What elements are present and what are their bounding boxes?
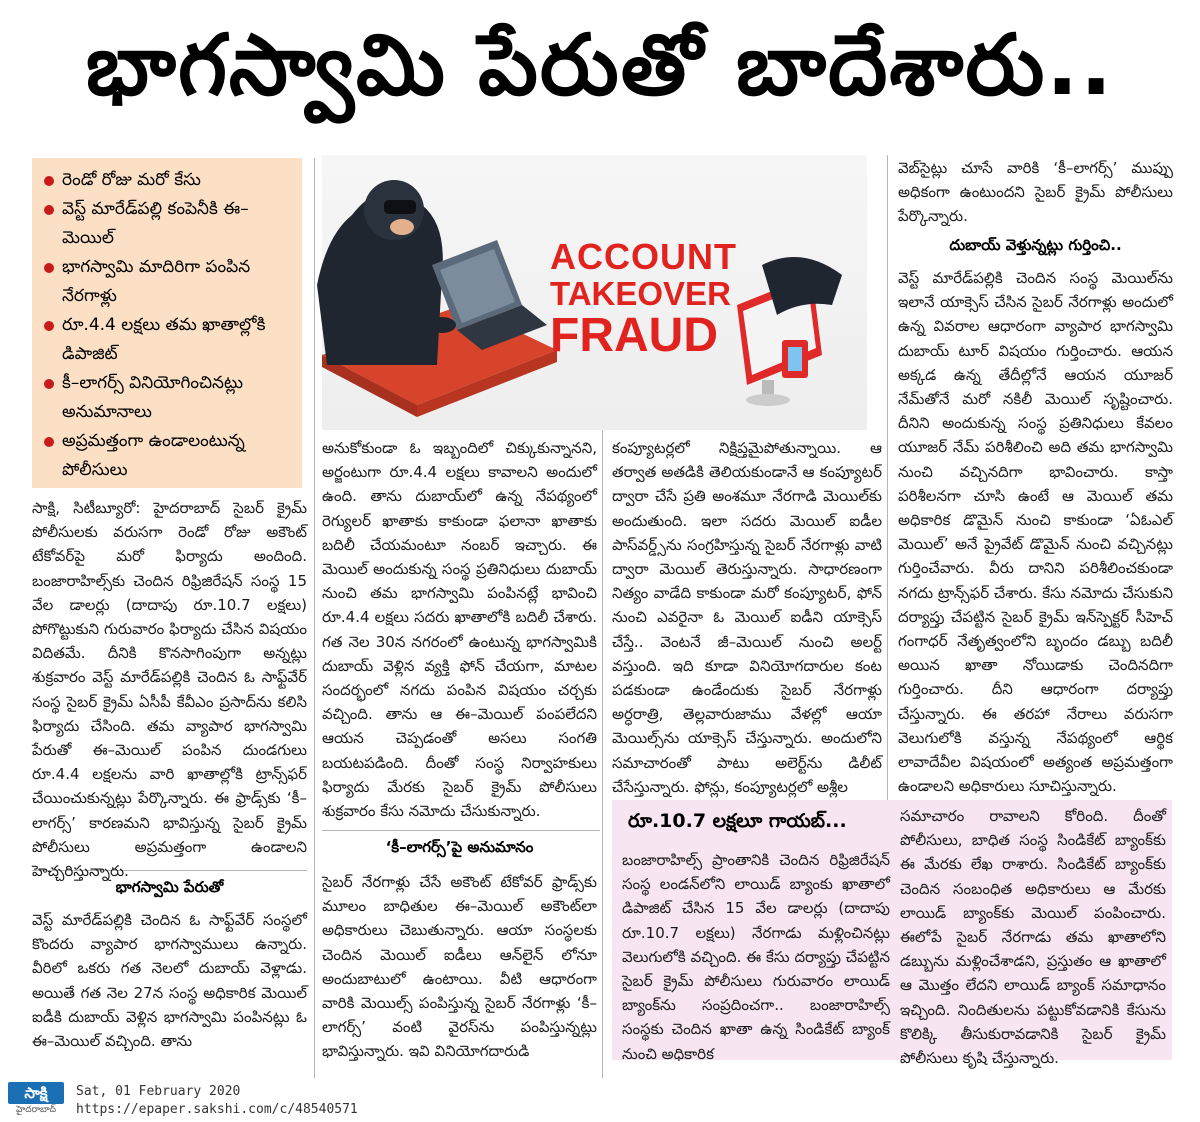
sidebar-story-title: రూ.10.7 లక్షలూ గాయబ్...	[628, 810, 847, 832]
bullet-icon	[44, 176, 54, 186]
section-rule	[322, 830, 600, 831]
bullet-icon	[44, 205, 54, 215]
subheading: భాగస్వామి పేరుతో	[115, 878, 224, 896]
bullet-icon	[44, 437, 54, 447]
paragraph: బంజారాహిల్స్ ప్రాంతానికి చెందిన రిఫ్రిజిరేషన్ సంస్థ లండన్‌లోని లాయిడ్ బ్యాంకు ఖాతాలో డిపాజిట్ చేసిన 15 వేల డాలర్లు (దాదాపు రూ.10.7 లక్షలు) నేరగాడు మళ్లించినట్లు వెలుగులోకి వచ్చింది. ఈ కేసు దర్యాప్తు చేపట్టిన సైబర్ క్రైమ్ పోలీసులు గురువారం లాయిడ్ బ్యాంక్‌ను సంప్రదించగా.. బంజారాహిల్స్ సంస్థకు చెందిన ఖాతా ఉన్న సిండికేట్ బ్యాంక్ నుంచి అధికారిక	[622, 851, 890, 1063]
bullet-icon	[44, 379, 54, 389]
fraud-caption: ACCOUNT TAKEOVER FRAUD	[550, 236, 737, 362]
highlight-item: కీ–లాగర్స్ వినియోగించినట్లు అనుమానాలు	[44, 369, 292, 427]
paragraph: వెస్ట్ మారేడ్‌పల్లికి చెందిన ఓ సాఫ్ట్‌వేర్ సంస్థలో కొందరు వ్యాపార భాగస్వాములు ఉన్నారు. వీరిలో ఒకరు గత నెలలో దుబాయ్ వెళ్లాడు. అయితే గత నెల 27న సంస్థ అధికారిక మెయిల్ ఐడీకి దుబాయ్ వెళ్లిన భాగస్వామి పంపినట్లు ఓ ఈ–మెయిల్ వచ్చింది. తాను	[32, 911, 307, 1051]
article-column-4	[898, 156, 1173, 232]
paragraph: సమాచారం రావాలని కోరింది. దీంతో పోలీసులు, బాధిత సంస్థ సిండికేట్ బ్యాంక్‌కు ఈ మేరకు లేఖ రాశారు. సిండికేట్ బ్యాంక్‌కు చెందిన సంబంధిత అధికారులు ఆ మేరకు లాయిడ్ బ్యాంక్‌కు మెయిల్ పంపించారు. ఈలోపే సైబర్ నేరగాడు తమ ఖాతాలోని డబ్బును మళ్లించేశాడని, ప్రస్తుతం ఆ ఖాతాలో ఆ మొత్తం లేదని లాయిడ్ బ్యాంక్ సమాధానం ఇచ్చింది. నిందితులను పట్టుకోవడానికి కేసును కొలిక్కి తీసుకురావడానికి సైబర్ క్రైమ్ పోలీసులు కృషి చేస్తున్నారు.	[900, 807, 1166, 1068]
paragraph: వెస్ట్ మారేడ్‌పల్లికి చెందిన సంస్థ మెయిల్‌ను ఇలానే యాక్సెస్ చేసిన సైబర్ నేరగాళ్లు అందులో ఉన్న వివరాల ఆధారంగా వ్యాపార భాగస్వామి దుబాయ్ టూర్ విషయం గుర్తించారు. ఆయన అక్కడ ఉన్న తేదీల్లోనే ఆయన యూజర్ నేమ్‌తోనే మరో నకిలీ మెయిల్ సృష్టించారు. దీనిని అందుకున్న సంస్థ ప్రతినిధులు కేవలం యూజర్ నేమ్ పరిశీలించి అది తమ భాగస్వామి నుంచి వచ్చినదిగా భావించారు. కాస్తా పరిశీలనగా చూసి ఉంటే ఆ మెయిల్ తమ అధికారిక డొమైన్ నుంచి కాకుండా ‘ఏఓఎల్ మెయిల్’ అనే ప్రైవేట్ డొమైన్ నుంచి వచ్చినట్లు గుర్తించేవారు. వీరు దానిని పరిశీలించకుండా నగదు ట్రాన్స్‌ఫర్ చేశారు. కేసు నమోదు చేసుకుని దర్యాప్తు చేపట్టిన సైబర్ క్రైమ్ ఇన్‌స్పెక్టర్ సీహెచ్ గంగాధర్ నేతృత్వంలోని బృందం డబ్బు బదిలీ అయిన ఖాతా నోయిడాకు చెందినదిగా గుర్తించారు. దీని ఆధారంగా దర్యాప్తు చేస్తున్నారు. ఈ తరహా నేరాలు వరుసగా వెలుగులోకి వస్తున్న నేపథ్యంలో ఆర్థిక లావాదేవీల విషయంలో అత్యంత అప్రమత్తంగా ఉండాలని అధికారులు సూచిస్తున్నారు.	[898, 269, 1173, 796]
column-rule	[314, 158, 315, 1078]
column-rule	[602, 430, 603, 1078]
paragraph: సైబర్ నేరగాళ్లు చేసే అకౌంట్ టేకోవర్ ఫ్రాడ్స్‌కు మూలం బాధితుల ఈ–మెయిల్ అకౌంట్‌లా అధికారులు చెబుతున్నారు. ఆయా సంస్థలకు చెందిన మెయిల్ ఐడీలు ఆన్‌లైన్ లోనూ అందుబాటులో ఉంటాయి. వీటి ఆధారంగా వారికి మెయిల్స్ పంపిస్తున్న సైబర్ నేరగాళ్లు ‘కీ–లాగర్స్’ వంటి వైరస్‌ను పంపిస్తున్నట్లు భావిస్తున్నారు. ఇవి వినియోగదారుడి	[322, 873, 597, 1061]
footer-url[interactable]: https://epaper.sakshi.com/c/48540571	[76, 1102, 358, 1117]
headline: భాగస్వామి పేరుతో బాదేశారు..	[85, 15, 1115, 114]
sidebar-story-column-1	[622, 848, 890, 1063]
article-column-1	[32, 496, 307, 881]
paragraph: కంప్యూటర్లలో నిక్షిప్తమైపోతున్నాయి. ఆ తర్వాత అతడికి తెలియకుండానే ఆ కంప్యూటర్ ద్వారా చేసే ప్రతి అంశమూ నేరగాడి మెయిల్‌కు అందుతుంది. ఇలా సదరు మెయిల్ ఐడీల పాస్‌వర్డ్స్‌ను సంగ్రహిస్తున్న సైబర్ నేరగాళ్లు వాటి ద్వారా మెయిల్ తెరుస్తున్నారు. సాధారణంగా నిత్యం వాడేది కాకుండా మరో కంప్యూటర్, ఫోన్ నుంచి ఎవరైనా ఓ మెయిల్ ఐడీని యాక్సెస్ చేస్తే.. వెంటనే జీ–మెయిల్ నుంచి అలర్ట్ వస్తుంది. ఇది కూడా వినియోగదారుల కంట పడకుండా ఉండేందుకు సైబర్ నేరగాళ్లు అర్ధరాత్రి, తెల్లవారుజాము వేళల్లో ఆయా మెయిల్స్‌ను యాక్సెస్ చేస్తున్నారు. అందులోని సమాచారంతో పాటు అలెర్ట్‌ను డిలీట్ చేసేస్తున్నారు. ఫోన్లు, కంప్యూటర్లలో అశ్లీల	[612, 439, 882, 796]
highlights-box	[32, 158, 302, 488]
article-column-3	[612, 436, 882, 796]
subheading: దుబాయ్ వెళ్తున్నట్లు గుర్తించి..	[949, 236, 1122, 254]
bullet-icon	[44, 263, 54, 273]
footer-date: Sat, 01 February 2020	[76, 1084, 241, 1099]
paragraph: వెబ్‌సైట్లు చూసే వారికి ‘కీ–లాగర్స్’ ముప్పు అధికంగా ఉంటుందని సైబర్ క్రైమ్ పోలీసులు పేర్కొన్నారు.	[898, 159, 1173, 226]
highlight-item: వెస్ట్ మారేడ్‌పల్లి కంపెనీకి ఈ–మెయిల్	[44, 195, 292, 253]
sakshi-logo: సాక్షి హైదరాబాద్	[8, 1082, 64, 1118]
article-column-1b	[32, 908, 307, 1078]
paragraph: అనుకోకుండా ఓ ఇబ్బందిలో చిక్కుకున్నానని, అర్జంటుగా రూ.4.4 లక్షలు కావాలని అందులో ఉంది. తాను దుబాయ్‌లో ఉన్న నేపథ్యంలో రెగ్యులర్ ఖాతాకు కాకుండా ఫలానా ఖాతాకు బదిలీ చేయమంటూ నంబర్ ఇచ్చారు. ఈ మెయిల్ అందుకున్న సంస్థ ప్రతినిధులు దుబాయ్ నుంచి తమ భాగస్వామి పంపినట్లే భావించి రూ.4.4 లక్షలు సదరు ఖాతాలోకి బదిలీ చేశారు. గత నెల 30న నగరంలో ఉంటున్న భాగస్వామికి దుబాయ్ వెళ్లిన వ్యక్తి ఫోన్ చేయగా, మాటల సందర్భంలో నగదు పంపిన విషయం చర్చకు వచ్చింది. తాను ఆ ఈ–మెయిల్ పంపలేదని ఆయన చెప్పడంతో అసలు సంగతి బయటపడింది. దీంతో సంస్థ నిర్వాహకులు ఫిర్యాదు మేరకు సైబర్ క్రైమ్ పోలీసులు శుక్రవారం కేసు నమోదు చేసుకున్నారు.	[322, 439, 597, 821]
article-column-2b	[322, 870, 597, 1078]
bullet-icon	[44, 321, 54, 331]
sidebar-story-column-2	[900, 804, 1166, 1068]
highlight-item: భాగస్వామి మాదిరిగా పంపిన నేరగాళ్లు	[44, 253, 292, 311]
highlight-item: రెండో రోజు మరో కేసు	[44, 166, 292, 195]
subheading: ‘కీ–లాగర్స్’పై అనుమానం	[385, 838, 534, 856]
highlight-item: రూ.4.4 లక్షలు తమ ఖాతాల్లోకి డిపాజిట్	[44, 311, 292, 369]
lead-paragraph: సాక్షి, సిటీబ్యూరో: హైదరాబాద్ సైబర్ క్రైమ్ పోలీసులకు వరుసగా రెండో రోజు అకౌంట్ టేకోవర్‌పై మరో ఫిర్యాదు అందింది. బంజారాహిల్స్‌కు చెందిన రిఫ్రిజిరేషన్ సంస్థ 15 వేల డాలర్లు (దాదాపు రూ.10.7 లక్షలు) పోగొట్టుకుని గురువారం ఫిర్యాదు చేసిన విషయం విదితమే. దీనికి కొనసాగింపుగా అన్నట్లు శుక్రవారం వెస్ట్ మారేడ్‌పల్లికి చెందిన ఓ సాఫ్ట్‌వేర్ సంస్థ సైబర్ క్రైమ్ ఏసీపీ కేవీఎం ప్రసాద్‌ను కలిసి ఫిర్యాదు చేసింది. తమ వ్యాపార భాగస్వామి పేరుతో ఈ–మెయిల్ పంపిన దుండగులు రూ.4.4 లక్షలను వారి ఖాతాల్లోకి ట్రాన్స్‌ఫర్ చేయించుకున్నట్లు పేర్కొన్నారు. ఈ ఫ్రాడ్స్‌కు ‘కీ–లాగర్స్’ కారణమని భావిస్తున్న సైబర్ క్రైమ్ పోలీసులు అప్రమత్తంగా ఉండాలని హెచ్చరిస్తున్నారు.	[32, 499, 307, 881]
highlight-item: అప్రమత్తంగా ఉండాలంటున్న పోలీసులు	[44, 427, 292, 485]
account-takeover-illustration	[322, 155, 867, 430]
article-column-4b	[898, 266, 1173, 794]
column-rule	[887, 155, 888, 800]
article-column-2	[322, 436, 597, 826]
